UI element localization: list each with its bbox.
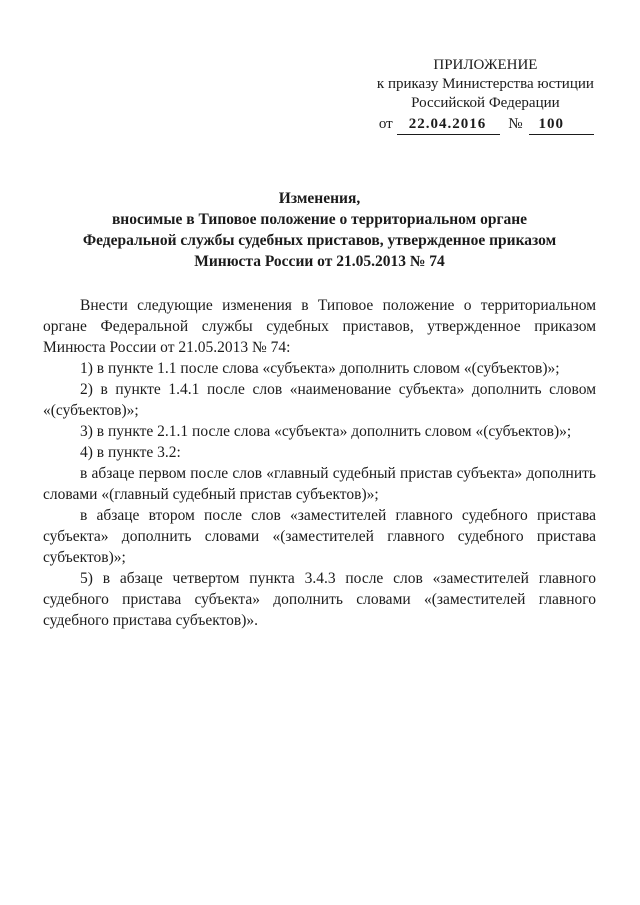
amendment-item-4-sub-2: в абзаце втором после слов «заместителей главного судебного пристава субъекта» дополнить словами «(заместителей главного судебного пристава субъектов)»; (43, 507, 596, 566)
stamp-date-line (377, 115, 594, 135)
paragraph-intro: Внести следующие изменения в Типовое положение о территориальном органе Федеральной службы судебных приставов, утвержденное приказом Минюста России от 21.05.2013 № 74: (43, 297, 596, 356)
amendment-item-4-sub-1: в абзаце первом после слов «главный судебный пристав субъекта» дополнить словами «(главный судебный пристав субъектов)»; (43, 465, 596, 503)
order-date: 22.04.2016 (397, 116, 501, 135)
order-number-sign: № (508, 116, 523, 132)
approval-stamp (377, 56, 594, 135)
amendment-item-1: 1) в пункте 1.1 после слова «субъекта» дополнить словом «(субъектов)»; (80, 360, 560, 377)
stamp-line-federation: Российской Федерации (411, 95, 560, 111)
document-body (43, 295, 596, 631)
title-line-1: Изменения, (278, 190, 361, 207)
stamp-title: ПРИЛОЖЕНИЕ (433, 57, 538, 73)
amendment-item-2: 2) в пункте 1.4.1 после слов «наименование субъекта» дополнить словом «(субъектов)»; (43, 381, 596, 419)
title-line-2: вносимые в Типовое положение о территориальном органе (111, 211, 528, 228)
amendment-item-5: 5) в абзаце четвертом пункта 3.4.3 после слов «заместителей главного судебного пристава субъекта» дополнить словами «(заместителей главного судебного пристава субъектов)». (43, 570, 596, 629)
stamp-line-ministry: к приказу Министерства юстиции (376, 76, 594, 92)
amendment-item-3: 3) в пункте 2.1.1 после слова «субъекта» дополнить словом «(субъектов)»; (80, 423, 572, 440)
title-line-4: Минюста России от 21.05.2013 № 74 (194, 253, 445, 270)
document-title (43, 188, 596, 272)
title-line-3: Федеральной службы судебных приставов, утвержденное приказом (82, 232, 557, 249)
order-date-prefix: от (378, 116, 393, 132)
amendment-item-4: 4) в пункте 3.2: (80, 444, 181, 461)
order-number: 100 (529, 116, 595, 135)
